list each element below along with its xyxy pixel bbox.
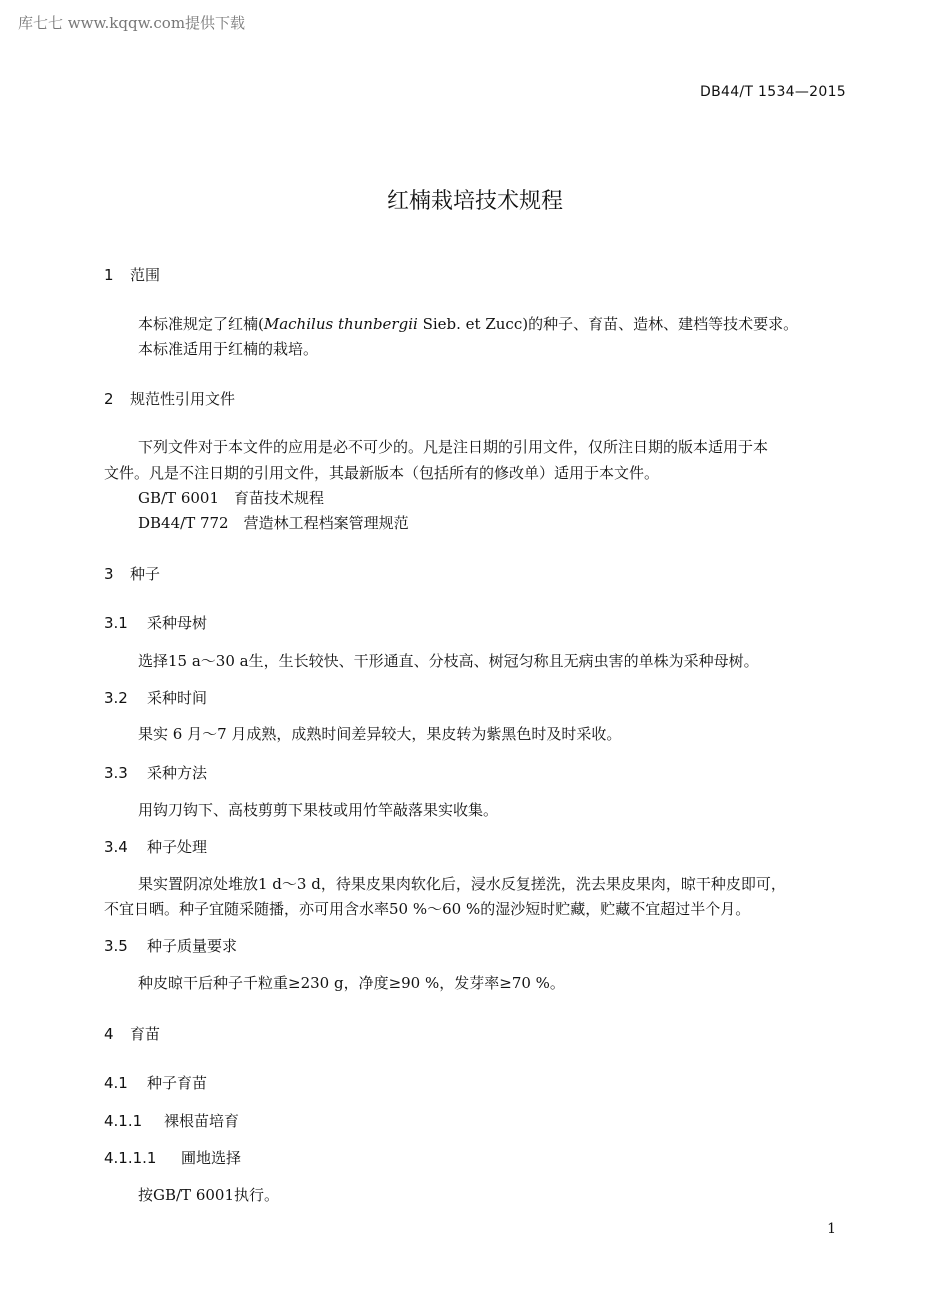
paragraph-3-4-line2: 不宜日晒。种子宜随采随播，亦可用含水率50 %～60 %的湿沙短时贮藏，贮藏不宜超过半个月。 bbox=[104, 900, 751, 918]
subsection-heading-4-1-1-1 bbox=[104, 1147, 241, 1168]
section-number: 4 bbox=[104, 1025, 114, 1043]
subsection-heading-4-1-1 bbox=[104, 1110, 239, 1131]
section-number: 3 bbox=[104, 565, 114, 583]
section-heading-2 bbox=[104, 388, 235, 409]
section-title: 种子育苗 bbox=[147, 1074, 208, 1092]
paragraph-scope-2: 本标准适用于红楠的栽培。 bbox=[138, 340, 319, 358]
paragraph-3-5: 种皮晾干后种子千粒重≥230 g，净度≥90 %，发芽率≥70 %。 bbox=[138, 974, 565, 992]
subsection-heading-3-2 bbox=[104, 687, 207, 708]
section-title: 种子质量要求 bbox=[147, 937, 238, 955]
section-heading-4 bbox=[104, 1023, 160, 1044]
section-number: 4.1.1.1 bbox=[104, 1149, 157, 1167]
reference-db44-t-772: DB44/T 772 营造林工程档案管理规范 bbox=[138, 514, 409, 532]
subsection-heading-3-5 bbox=[104, 935, 237, 956]
section-title: 裸根苗培育 bbox=[164, 1112, 240, 1130]
paragraph-3-3: 用钩刀钩下、高枝剪剪下果枝或用竹竿敲落果实收集。 bbox=[138, 801, 499, 819]
document-title: 红楠栽培技术规程 bbox=[386, 189, 563, 214]
subsection-heading-3-4 bbox=[104, 836, 207, 857]
section-number: 2 bbox=[104, 390, 114, 408]
paragraph-3-4-line1: 果实置阴凉处堆放1 d～3 d，待果皮果肉软化后，浸水反复搓洗，洗去果皮果肉，晾干种皮即可， bbox=[138, 875, 786, 893]
paragraph-4-1-1-1: 按GB/T 6001执行。 bbox=[138, 1186, 280, 1204]
section-number: 3.1 bbox=[104, 614, 128, 632]
paragraph-references-line1: 下列文件对于本文件的应用是必不可少的。凡是注日期的引用文件，仅所注日期的版本适用于本 bbox=[138, 438, 769, 456]
section-title: 采种母树 bbox=[147, 614, 208, 632]
paragraph-references-line2: 文件。凡是不注日期的引用文件，其最新版本（包括所有的修改单）适用于本文件。 bbox=[104, 464, 660, 482]
section-title: 种子处理 bbox=[147, 838, 208, 856]
latin-name: Machilus thunbergii bbox=[263, 315, 418, 333]
section-title: 采种方法 bbox=[147, 764, 208, 782]
section-heading-3 bbox=[104, 563, 160, 584]
paragraph-scope-1 bbox=[138, 313, 798, 334]
text-run: Sieb. et Zucc)的种子、育苗、造林、建档等技术要求。 bbox=[417, 315, 799, 333]
section-title: 育苗 bbox=[130, 1025, 161, 1043]
section-number: 3.3 bbox=[104, 764, 128, 782]
paragraph-3-2: 果实 6 月～7 月成熟，成熟时间差异较大，果皮转为紫黑色时及时采收。 bbox=[138, 725, 622, 743]
section-number: 3.5 bbox=[104, 937, 128, 955]
reference-gb-t-6001: GB/T 6001 育苗技术规程 bbox=[138, 489, 325, 507]
page-number: 1 bbox=[827, 1221, 836, 1237]
section-title: 规范性引用文件 bbox=[130, 390, 236, 408]
watermark: 库七七 www.kqqw.com提供下载 bbox=[18, 14, 246, 32]
section-title: 圃地选择 bbox=[181, 1149, 242, 1167]
section-number: 1 bbox=[104, 266, 114, 284]
section-title: 采种时间 bbox=[147, 689, 208, 707]
section-heading-1 bbox=[104, 264, 160, 285]
standard-number: DB44/T 1534—2015 bbox=[700, 84, 846, 100]
section-title: 范围 bbox=[130, 266, 161, 284]
subsection-heading-3-1 bbox=[104, 612, 207, 633]
section-number: 4.1 bbox=[104, 1074, 128, 1092]
text-run: 本标准规定了红楠( bbox=[138, 315, 264, 333]
section-number: 4.1.1 bbox=[104, 1112, 143, 1130]
paragraph-3-1: 选择15 a～30 a生，生长较快、干形通直、分枝高、树冠匀称且无病虫害的单株为采种母树。 bbox=[138, 652, 759, 670]
section-number: 3.4 bbox=[104, 838, 128, 856]
subsection-heading-4-1 bbox=[104, 1072, 207, 1093]
subsection-heading-3-3 bbox=[104, 762, 207, 783]
section-number: 3.2 bbox=[104, 689, 128, 707]
section-title: 种子 bbox=[130, 565, 161, 583]
